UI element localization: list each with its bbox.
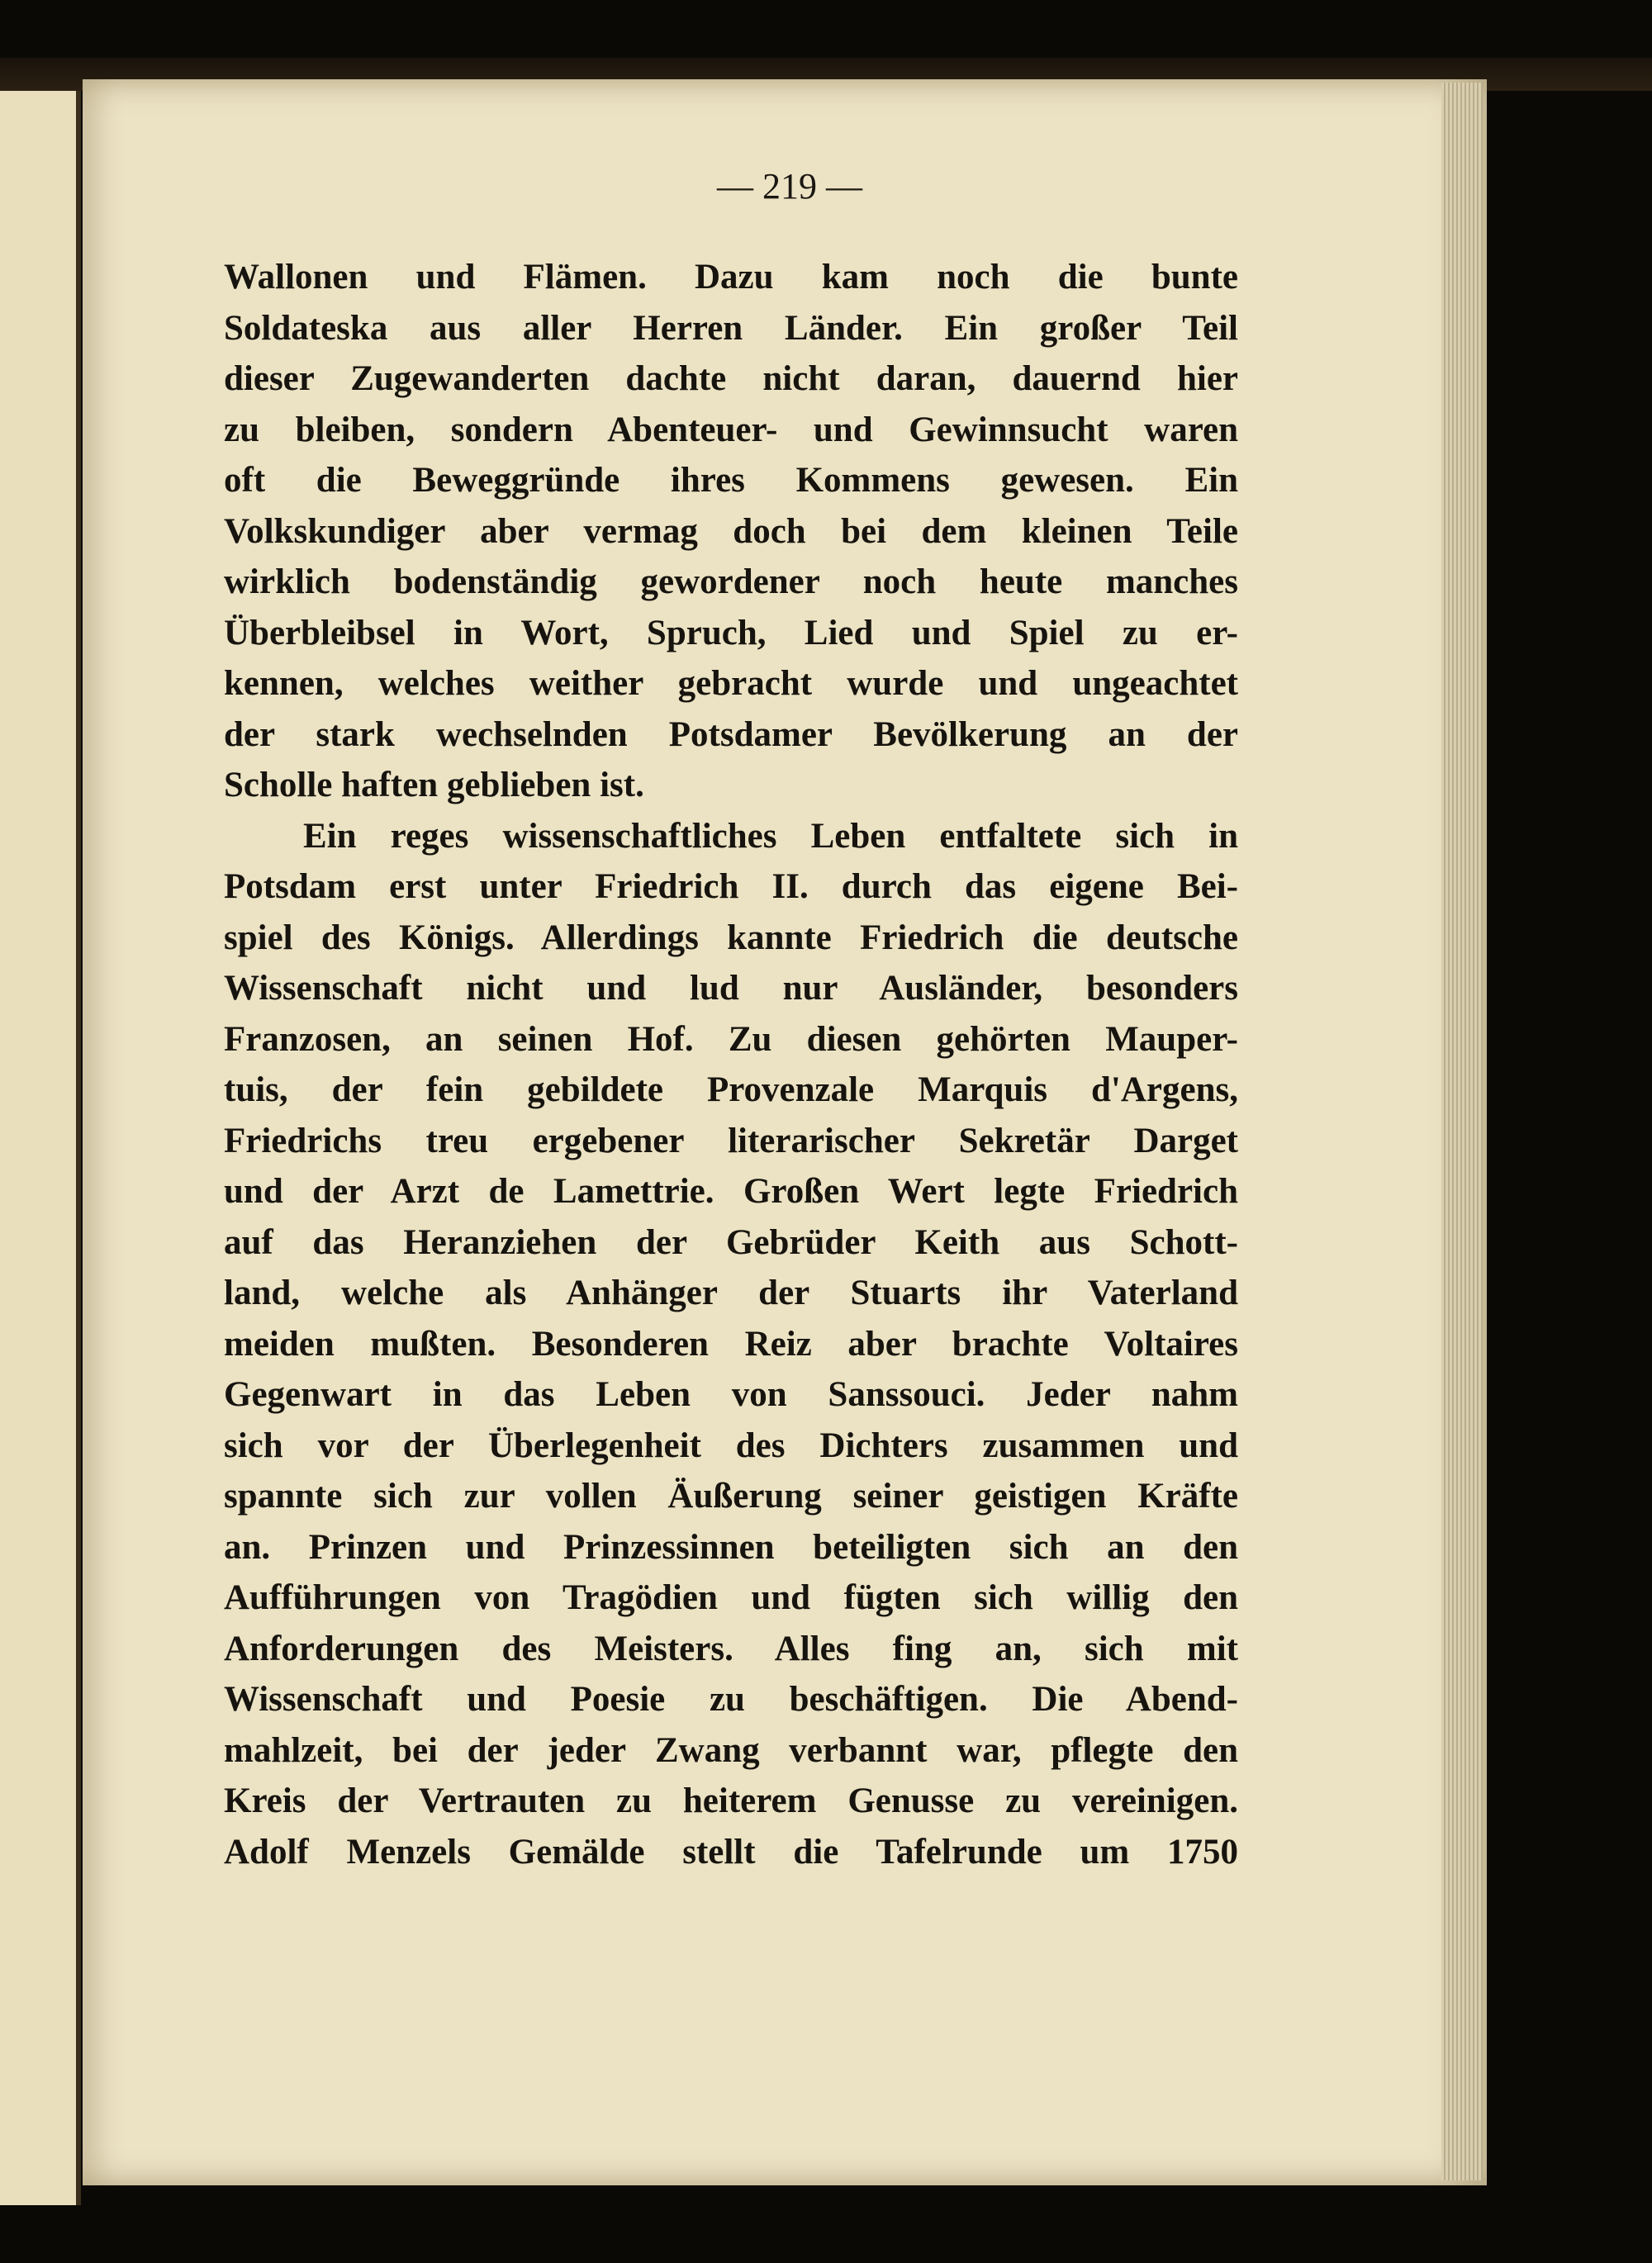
text-line: zu bleiben, sondern Abenteuer- und Gewinnsucht waren bbox=[224, 410, 1238, 449]
text-line: und der Arzt de Lamettrie. Großen Wert legte Friedrich bbox=[224, 1172, 1238, 1211]
text-line: Wissenschaft und Poesie zu beschäftigen. Die Abend- bbox=[224, 1680, 1238, 1719]
body-text bbox=[224, 252, 1238, 1877]
text-line: dieser Zugewanderten dachte nicht daran, dauernd hier bbox=[224, 359, 1238, 398]
text-line: spannte sich zur vollen Äußerung seiner geistigen Kräfte bbox=[224, 1477, 1238, 1516]
text-line: Scholle haften geblieben ist. bbox=[224, 766, 644, 804]
page-number: — 219 — bbox=[717, 166, 862, 206]
page-stack-edges bbox=[1441, 83, 1483, 2180]
text-line: Franzosen, an seinen Hof. Zu diesen gehörten Mauper- bbox=[224, 1019, 1238, 1059]
text-line: kennen, welches weither gebracht wurde und ungeachtet bbox=[224, 664, 1238, 703]
text-line: Ein reges wissenschaftliches Leben entfaltete sich in bbox=[303, 816, 1238, 856]
text-line: Adolf Menzels Gemälde stellt die Tafelrunde um 1750 bbox=[224, 1832, 1238, 1872]
text-line: der stark wechselnden Potsdamer Bevölkerung an der bbox=[224, 714, 1238, 754]
text-line: Friedrichs treu ergebener literarischer Sekretär Darget bbox=[224, 1121, 1238, 1160]
text-line: Wallonen und Flämen. Dazu kam noch die bunte bbox=[224, 258, 1238, 297]
text-line: an. Prinzen und Prinzessinnen beteiligten sich an den bbox=[224, 1527, 1238, 1567]
text-line: Potsdam erst unter Friedrich II. durch das eigene Bei- bbox=[224, 867, 1238, 906]
text-line: tuis, der fein gebildete Provenzale Marquis d'Argens, bbox=[224, 1070, 1238, 1109]
text-line: land, welche als Anhänger der Stuarts ihr Vaterland bbox=[224, 1274, 1238, 1312]
text-line: sich vor der Überlegenheit des Dichters zusammen und bbox=[224, 1426, 1238, 1465]
text-line: Volkskundiger aber vermag doch bei dem kleinen Teile bbox=[224, 511, 1238, 551]
text-line: auf das Heranziehen der Gebrüder Keith aus Schott- bbox=[224, 1222, 1238, 1262]
text-line: Gegenwart in das Leben von Sanssouci. Jeder nahm bbox=[224, 1375, 1238, 1414]
text-line: Kreis der Vertrauten zu heiterem Genusse zu vereinigen. bbox=[224, 1781, 1238, 1820]
left-page-edge bbox=[0, 91, 81, 2205]
text-line: wirklich bodenständig gewordener noch heute manches bbox=[224, 562, 1238, 601]
text-line: Soldateska aus aller Herren Länder. Ein großer Teil bbox=[224, 308, 1238, 348]
text-line: Aufführungen von Tragödien und fügten sich willig den bbox=[224, 1578, 1238, 1617]
text-line: Überbleibsel in Wort, Spruch, Lied und Spiel zu er- bbox=[224, 613, 1238, 652]
text-line: mahlzeit, bei der jeder Zwang verbannt war, pflegte den bbox=[224, 1730, 1238, 1770]
text-line: oft die Beweggründe ihres Kommens gewesen. Ein bbox=[224, 461, 1238, 500]
text-line: Wissenschaft nicht und lud nur Ausländer, besonders bbox=[224, 969, 1238, 1008]
text-line: Anforderungen des Meisters. Alles fing an, sich mit bbox=[224, 1629, 1238, 1668]
text-line: meiden mußten. Besonderen Reiz aber brachte Voltaires bbox=[224, 1324, 1238, 1364]
text-line: spiel des Königs. Allerdings kannte Friedrich die deutsche bbox=[224, 918, 1238, 957]
